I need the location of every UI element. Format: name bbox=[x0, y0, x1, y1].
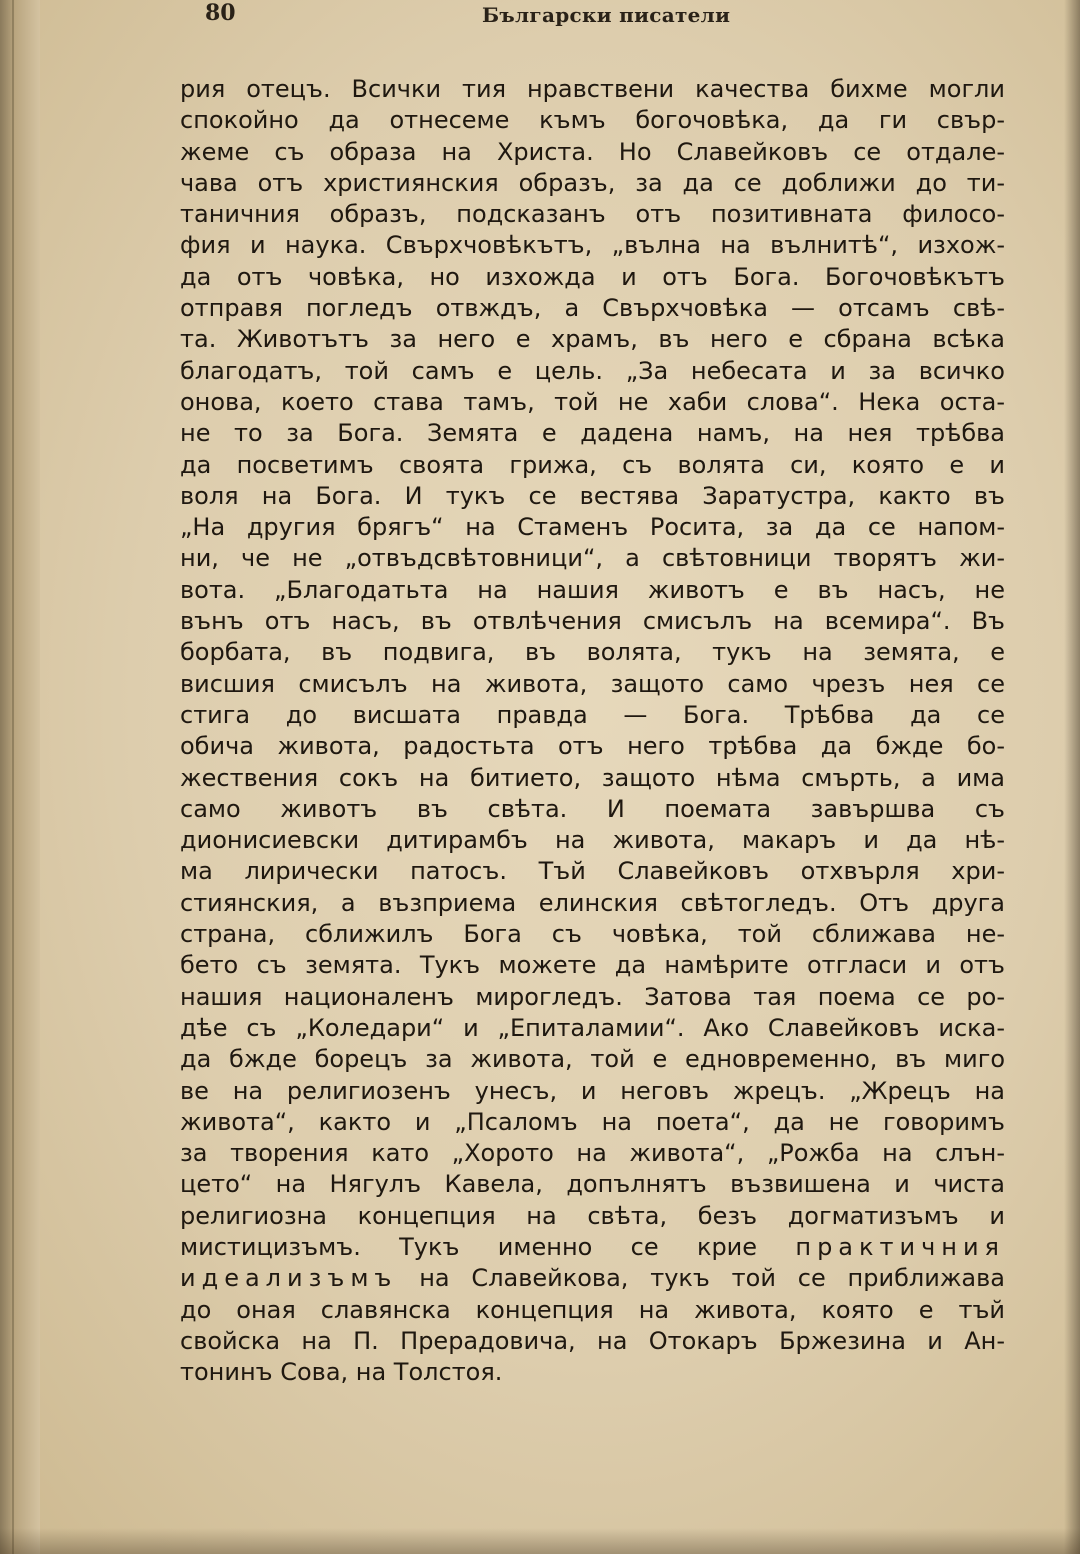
text-line: фия и наука. Свърхчовѣкътъ, „вълна на вълнитѣ“, изхож- bbox=[180, 231, 1005, 260]
text-line: ма лирически патосъ. Тъй Славейковъ отхвърля хри- bbox=[180, 857, 1005, 886]
line-suffix: на Славейкова, тукъ той се приближава bbox=[397, 1264, 1005, 1293]
line-prefix: мистицизъмъ. Тукъ именно се крие bbox=[180, 1232, 796, 1261]
text-line: свойска на П. Прерадовича, на Отокаръ Бржезина и Ан- bbox=[180, 1326, 1005, 1355]
text-line: онова, което става тамъ, той не хаби слова“. Нека оста- bbox=[180, 387, 1005, 416]
text-line: рия отецъ. Всички тия нравствени качества бихме могли bbox=[180, 75, 1005, 103]
page-bottom-shadow bbox=[0, 1528, 1080, 1554]
text-line: стига до висшата правда — Бога. Трѣбва да се bbox=[180, 700, 1005, 729]
text-line: до оная славянска концепция на живота, която е тъй bbox=[180, 1295, 1005, 1324]
spaced-word: практичния bbox=[795, 1232, 1005, 1261]
text-line: борбата, въ подвига, въ волята, тукъ на земята, е bbox=[180, 638, 1005, 667]
text-line: благодатъ, той самъ е цель. „За небесата и за всичко bbox=[180, 356, 1005, 385]
text-line: спокойно да отнесеме къмъ богочовѣка, да ги свър- bbox=[180, 106, 1005, 135]
text-line: нашия националенъ мирогледъ. Затова тая поема се ро- bbox=[180, 982, 1005, 1011]
text-line: „На другия брягъ“ на Стаменъ Росита, за да се напом- bbox=[180, 513, 1005, 542]
text-line: ве на религиозенъ унесъ, и неговъ жрецъ. „Жрецъ на bbox=[180, 1076, 1005, 1105]
text-line: жеме съ образа на Христа. Но Славейковъ се отдале- bbox=[180, 137, 1005, 166]
text-line: бето съ земята. Тукъ можете да намѣрите отгласи и отъ bbox=[180, 951, 1005, 980]
text-line: дионисиевски дитирамбъ на живота, макаръ и да нѣ- bbox=[180, 826, 1005, 855]
text-line: цето“ на Нягулъ Кавела, допълнятъ възвишена и чиста bbox=[180, 1170, 1005, 1199]
text-line: стиянския, а възприема елинския свѣтогледъ. Отъ друга bbox=[180, 888, 1005, 917]
binding-gutter bbox=[0, 0, 40, 1554]
text-line: обича живота, радостьта отъ него трѣбва да бжде бо- bbox=[180, 732, 1005, 761]
text-line: живота“, както и „Псаломъ на поета“, да не говоримъ bbox=[180, 1107, 1005, 1136]
text-line: таничния образъ, подсказанъ отъ позитивната филосо- bbox=[180, 200, 1005, 229]
text-line: да бжде борецъ за живота, той е едновременно, въ миго bbox=[180, 1045, 1005, 1074]
spaced-word: идеализъмъ bbox=[180, 1264, 398, 1293]
text-line: ни, че не „отвъдсвѣтовници“, а свѣтовници творятъ жи- bbox=[180, 544, 1005, 573]
text-line-last: тонинъ Сова, на Толстоя. bbox=[180, 1358, 503, 1387]
text-line: да отъ човѣка, но изхожда и отъ Бога. Богочовѣкътъ bbox=[180, 262, 1005, 291]
body-text bbox=[180, 74, 1005, 1388]
text-line-spaced bbox=[180, 1263, 1005, 1294]
text-line: вънъ отъ насъ, въ отвлѣчения смисълъ на всемира“. Въ bbox=[180, 607, 1005, 636]
text-line: жествения сокъ на битието, защото нѣма смърть, а има bbox=[180, 763, 1005, 792]
page-edge-shadow bbox=[1064, 0, 1080, 1554]
text-line: та. Животътъ за него е храмъ, въ него е сбрана всѣка bbox=[180, 325, 1005, 354]
text-line: религиозна концепция на свѣта, безъ догматизъмъ и bbox=[180, 1201, 1005, 1230]
text-line: вота. „Благодатьта на нашия животъ е въ насъ, не bbox=[180, 575, 1005, 604]
text-line: отправя погледъ отвждъ, а Свърхчовѣка — отсамъ свѣ- bbox=[180, 294, 1005, 323]
text-line: само животъ въ свѣта. И поемата завършва съ bbox=[180, 794, 1005, 823]
text-line: чава отъ християнския образъ, за да се доближи до ти- bbox=[180, 168, 1005, 197]
text-line: висшия смисълъ на живота, защото само чрезъ нея се bbox=[180, 669, 1005, 698]
text-line: страна, сближилъ Бога съ човѣка, той сближава не- bbox=[180, 920, 1005, 949]
running-title: Български писатели bbox=[482, 3, 731, 27]
text-line: дѣе съ „Коледари“ и „Епиталамии“. Ако Славейковъ иска- bbox=[180, 1013, 1005, 1042]
page-number: 80 bbox=[205, 0, 236, 26]
text-line: да посветимъ своята грижа, съ волята си, която е и bbox=[180, 450, 1005, 479]
gutter-edge-line bbox=[12, 0, 14, 1554]
text-line: воля на Бога. И тукъ се вестява Заратустра, както въ bbox=[180, 481, 1005, 510]
text-line-spaced bbox=[180, 1232, 1005, 1263]
text-line: за творения като „Хорото на живота“, „Рожба на слън- bbox=[180, 1139, 1005, 1168]
text-line: не то за Бога. Земята е дадена намъ, на нея трѣбва bbox=[180, 419, 1005, 448]
